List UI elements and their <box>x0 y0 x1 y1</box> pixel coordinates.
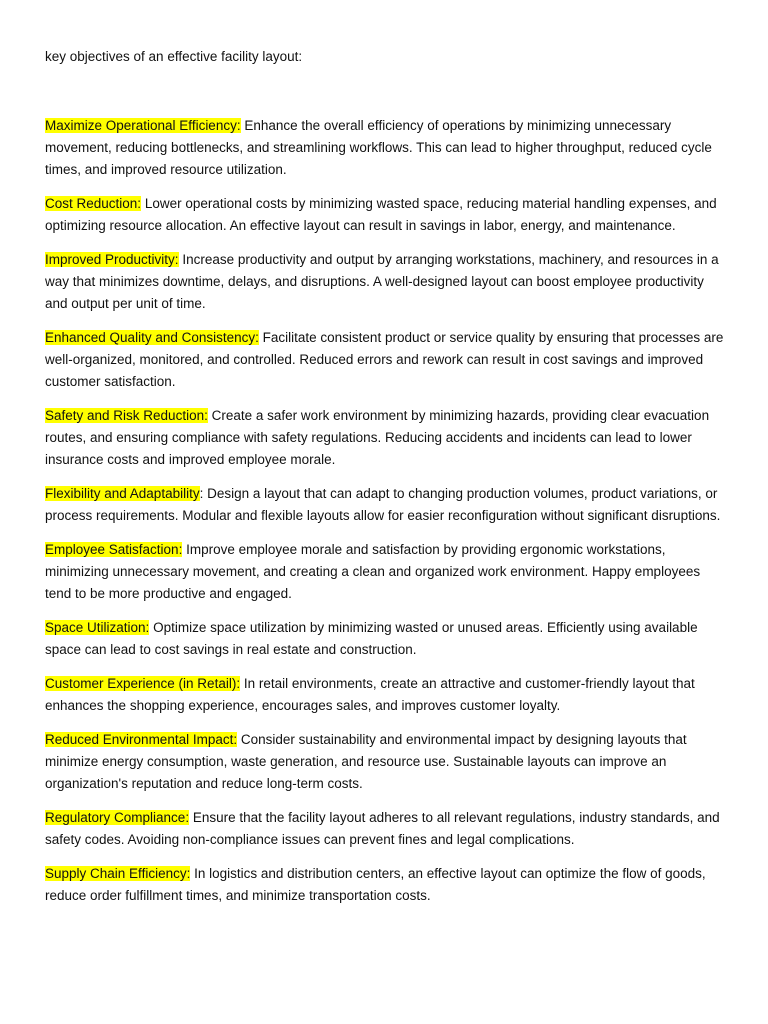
objective-item <box>45 483 725 527</box>
objective-label: Supply Chain Efficiency: <box>45 866 191 881</box>
objective-item <box>45 673 725 717</box>
objective-text: Lower operational costs by minimizing wasted space, reducing material handling expenses, and optimizing resource allocation. An effective layout can result in savings in labor, energy, and maintenance. <box>45 196 717 233</box>
objective-item <box>45 863 725 907</box>
objective-text: : Design a layout that can adapt to changing production volumes, product variations, or process requirements. Modular and flexible layouts allow for easier reconfiguration without significant disruptions. <box>45 486 721 523</box>
objective-text: In retail environments, create an attractive and customer-friendly layout that enhances the shopping experience, encourages sales, and improves customer loyalty. <box>45 676 695 713</box>
objective-text: Improve employee morale and satisfaction by providing ergonomic workstations, minimizing unnecessary movement, and creating a clean and organized work environment. Happy employees tend to be more productive and engaged. <box>45 542 701 601</box>
objective-label: Employee Satisfaction: <box>45 542 183 557</box>
objective-text: Ensure that the facility layout adheres to all relevant regulations, industry standards, and safety codes. Avoiding non-compliance issues can prevent fines and legal complications. <box>45 810 720 847</box>
objective-label: Flexibility and Adaptability <box>45 486 200 501</box>
objectives-list <box>45 115 725 907</box>
objective-label: Safety and Risk Reduction: <box>45 408 208 423</box>
objective-text: Facilitate consistent product or service quality by ensuring that processes are well-organized, monitored, and controlled. Reduced errors and rework can result in cost savings and improved customer satisfaction. <box>45 330 724 389</box>
objective-item <box>45 539 725 605</box>
objective-item <box>45 249 725 315</box>
intro-line: key objectives of an effective facility layout: <box>45 49 303 64</box>
objective-item <box>45 327 725 393</box>
objective-item <box>45 405 725 471</box>
objective-text: Optimize space utilization by minimizing wasted or unused areas. Efficiently using available space can lead to cost savings in real estate and construction. <box>45 620 698 657</box>
objective-text: Create a safer work environment by minimizing hazards, providing clear evacuation routes, and ensuring compliance with safety regulations. Reducing accidents and incidents can lead to lower insurance costs and improved employee morale. <box>45 408 710 467</box>
objective-text: In logistics and distribution centers, an effective layout can optimize the flow of goods, reduce order fulfillment times, and minimize transportation costs. <box>45 866 706 903</box>
objective-text: Consider sustainability and environmental impact by designing layouts that minimize energy consumption, waste generation, and resource use. Sustainable layouts can improve an organization's reputation and reduce long-term costs. <box>45 732 687 791</box>
objective-item <box>45 193 725 237</box>
objective-item <box>45 617 725 661</box>
objective-label: Maximize Operational Efficiency: <box>45 118 241 133</box>
objective-text: Enhance the overall efficiency of operations by minimizing unnecessary movement, reducing bottlenecks, and streamlining workflows. This can lead to higher throughput, reduced cycle times, and improved resource utilization. <box>45 118 712 177</box>
objective-item <box>45 729 725 795</box>
objective-label: Space Utilization: <box>45 620 150 635</box>
objective-label: Regulatory Compliance: <box>45 810 190 825</box>
objective-text: Increase productivity and output by arranging workstations, machinery, and resources in a way that minimizes downtime, delays, and disruptions. A well-designed layout can boost employee productivity and output per unit of time. <box>45 252 719 311</box>
objective-label: Improved Productivity: <box>45 252 179 267</box>
objective-item <box>45 115 725 181</box>
objective-item <box>45 807 725 851</box>
objective-label: Reduced Environmental Impact: <box>45 732 238 747</box>
objective-label: Cost Reduction: <box>45 196 142 211</box>
objective-label: Enhanced Quality and Consistency: <box>45 330 259 345</box>
objective-label: Customer Experience (in Retail): <box>45 676 241 691</box>
